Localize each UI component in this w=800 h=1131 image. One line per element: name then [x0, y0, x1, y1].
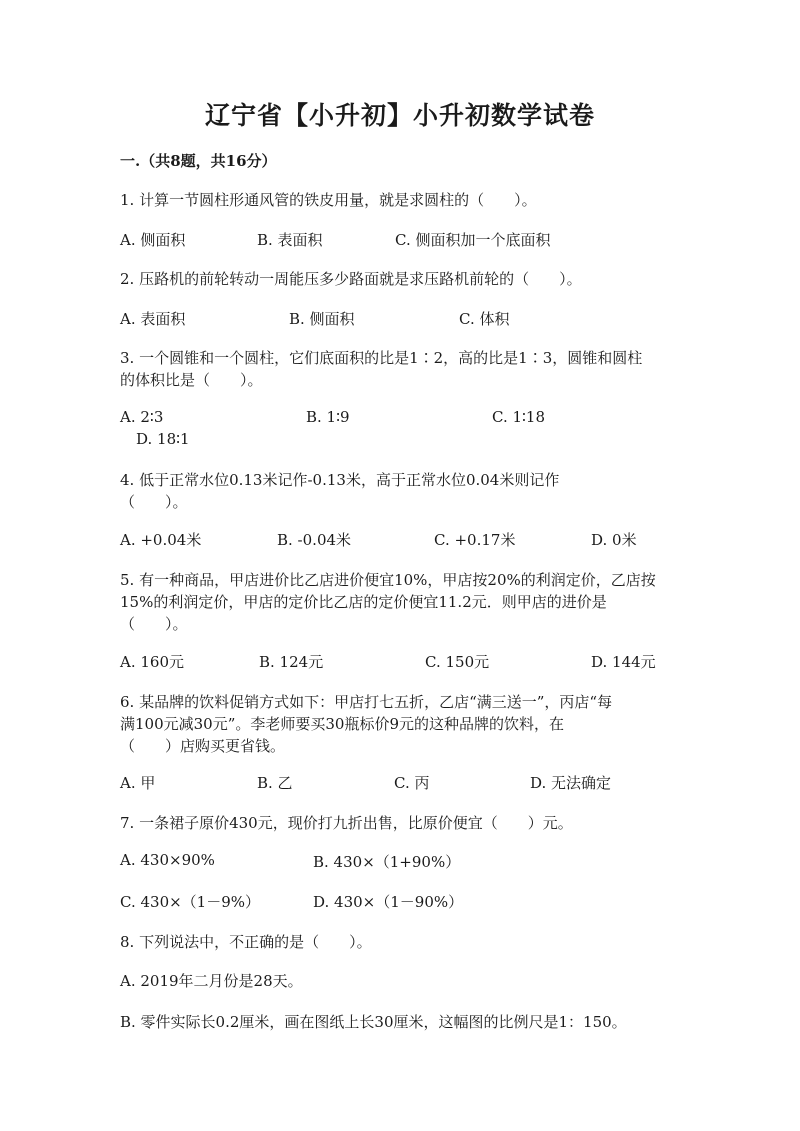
q5-option-b: B. 124元 — [259, 653, 324, 671]
question-4-text-line2: （ ）。 — [120, 493, 188, 511]
question-6-text-line1: 6. 某品牌的饮料促销方式如下：甲店打七五折，乙店“满三送一”，丙店“每 — [120, 693, 613, 711]
q3-option-b: B. 1∶9 — [306, 408, 350, 426]
section-heading: 一.（共8题，共16分） — [120, 152, 277, 170]
q8-option-a: A. 2019年二月份是28天。 — [120, 972, 303, 990]
q4-option-c: C. +0.17米 — [434, 531, 516, 549]
q7-option-b: B. 430×（1+90%） — [313, 853, 461, 871]
q7-option-d: D. 430×（1－90%） — [313, 893, 464, 911]
page-title: 辽宁省【小升初】小升初数学试卷 — [204, 101, 595, 130]
q7-option-c: C. 430×（1－9%） — [120, 893, 261, 911]
q5-option-a: A. 160元 — [120, 653, 184, 671]
question-5-text-line1: 5. 有一种商品，甲店进价比乙店进价便宜10%，甲店按20%的利润定价，乙店按 — [120, 571, 656, 589]
q8-option-b: B. 零件实际长0.2厘米，画在图纸上长30厘米，这幅图的比例尺是1：150。 — [120, 1013, 627, 1031]
q2-option-a: A. 表面积 — [120, 310, 186, 328]
q6-option-d: D. 无法确定 — [530, 774, 612, 792]
q6-option-b: B. 乙 — [257, 774, 293, 792]
question-5-text-line3: （ ）。 — [120, 615, 188, 633]
q1-option-a: A. 侧面积 — [120, 231, 186, 249]
q3-option-d: D. 18∶1 — [136, 430, 190, 448]
question-6-text-line2: 满100元减30元”。李老师要买30瓶标价9元的这种品牌的饮料，在 — [120, 715, 565, 733]
question-1-text: 1. 计算一节圆柱形通风管的铁皮用量，就是求圆柱的（ ）。 — [120, 191, 537, 209]
question-6-text-line3: （ ）店购买更省钱。 — [120, 737, 286, 755]
q6-option-a: A. 甲 — [120, 774, 156, 792]
q3-option-a: A. 2∶3 — [120, 408, 164, 426]
q1-option-c: C. 侧面积加一个底面积 — [395, 231, 551, 249]
question-5-text-line2: 15%的利润定价，甲店的定价比乙店的定价便宜11.2元．则甲店的进价是 — [120, 593, 607, 611]
question-8-text: 8. 下列说法中，不正确的是（ ）。 — [120, 933, 372, 951]
question-3-text-line1: 3. 一个圆锥和一个圆柱，它们底面积的比是1∶2，高的比是1∶3，圆锥和圆柱 — [120, 349, 643, 367]
q4-option-d: D. 0米 — [591, 531, 637, 549]
q4-option-a: A. +0.04米 — [120, 531, 202, 549]
question-3-text-line2: 的体积比是（ ）。 — [120, 371, 263, 389]
q3-option-c: C. 1∶18 — [492, 408, 546, 426]
q6-option-c: C. 丙 — [394, 774, 430, 792]
q1-option-b: B. 表面积 — [257, 231, 323, 249]
question-7-text: 7. 一条裙子原价430元，现价打九折出售，比原价便宜（ ）元。 — [120, 814, 573, 832]
question-4-text-line1: 4. 低于正常水位0.13米记作-0.13米，高于正常水位0.04米则记作 — [120, 471, 560, 489]
question-2-text: 2. 压路机的前轮转动一周能压多少路面就是求压路机前轮的（ ）。 — [120, 270, 582, 288]
q2-option-c: C. 体积 — [459, 310, 510, 328]
q4-option-b: B. -0.04米 — [277, 531, 352, 549]
q5-option-d: D. 144元 — [591, 653, 656, 671]
q7-option-a: A. 430×90% — [120, 851, 215, 869]
q2-option-b: B. 侧面积 — [289, 310, 355, 328]
q5-option-c: C. 150元 — [425, 653, 490, 671]
